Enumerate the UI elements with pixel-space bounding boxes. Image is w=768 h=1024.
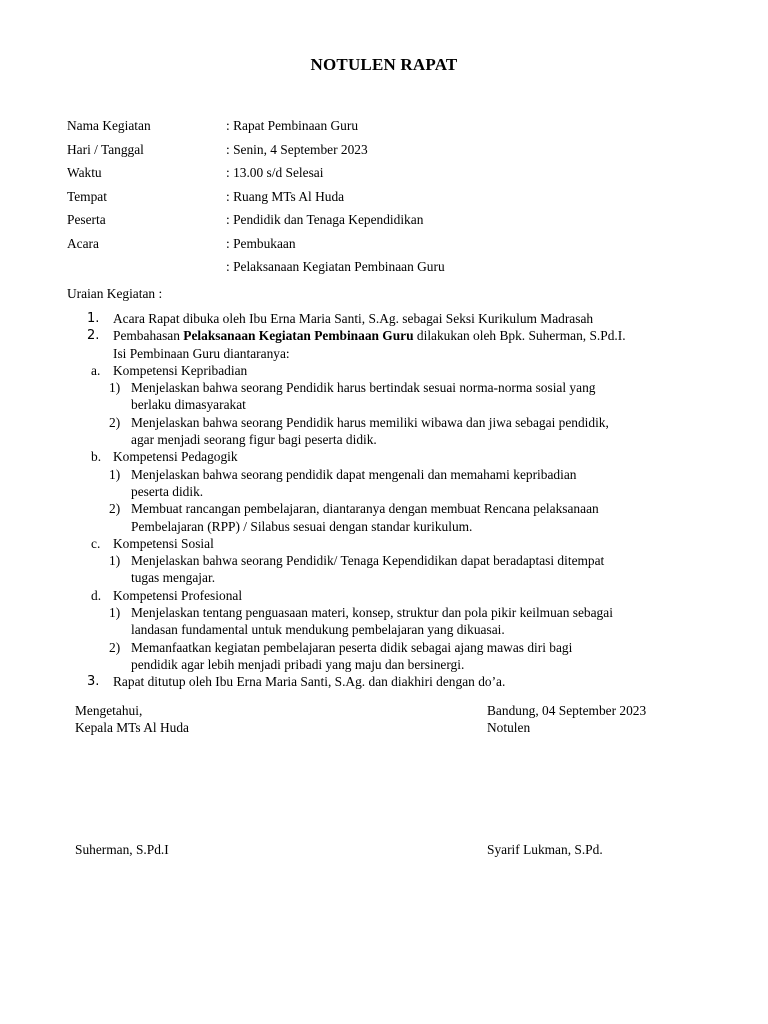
item-text-pre: Pembahasan (113, 328, 184, 344)
item-text: Rapat ditutup oleh Ibu Erna Maria Santi, S.Ag. dan diakhiri dengan do’a. (113, 674, 506, 690)
info-value: : Pembukaan (226, 235, 296, 251)
item-number: 2. (87, 328, 100, 344)
point-number: 1) (109, 553, 121, 569)
section-letter: a. (91, 362, 101, 378)
point-text-cont: berlaku dimasyarakat (131, 397, 246, 413)
section-point (87, 604, 717, 639)
point-text-cont: tugas mengajar. (131, 570, 216, 586)
info-value: : Pelaksanaan Kegiatan Pembinaan Guru (226, 259, 445, 274)
point-number: 1) (109, 380, 121, 396)
section-letter: c. (91, 535, 101, 551)
point-text: Menjelaskan bahwa seorang pendidik dapat mengenali dan memahami kepribadian (131, 466, 577, 482)
point-text: Menjelaskan bahwa seorang Pendidik harus bertindak sesuai norma-norma sosial yang (131, 380, 596, 396)
point-number: 2) (109, 501, 121, 517)
signature-left-line1: Mengetahui, (75, 703, 143, 718)
signer-name-right: Syarif Lukman, S.Pd. (487, 842, 603, 857)
point-text-cont: Pembelajaran (RPP) / Silabus sesuai dengan standar kurikulum. (131, 518, 473, 534)
item-number: 3. (87, 674, 100, 690)
list-item (87, 327, 717, 362)
section-point (87, 379, 717, 414)
section-point (87, 466, 717, 501)
item-number: 1. (87, 311, 100, 326)
point-text: Menjelaskan tentang penguasaan materi, konsep, struktur dan pola pikir keilmuan sebagai (131, 605, 613, 621)
section-point (87, 639, 717, 674)
point-text: Menjelaskan bahwa seorang Pendidik harus memiliki wibawa dan jiwa sebagai pendidik, (131, 414, 609, 430)
info-label: Nama Kegiatan (67, 118, 151, 133)
section-point (87, 500, 717, 535)
signature-left-line2: Kepala MTs Al Huda (75, 720, 189, 735)
section-point (87, 552, 717, 587)
info-label: Hari / Tanggal (67, 141, 144, 157)
section-point (87, 414, 717, 449)
item-subtext: Isi Pembinaan Guru diantaranya: (113, 345, 290, 361)
signature-left (75, 702, 189, 736)
point-text: Menjelaskan bahwa seorang Pendidik/ Tenaga Kependidikan dapat beradaptasi ditempat (131, 553, 605, 569)
activity-list (87, 310, 717, 691)
section-title: Kompetensi Pedagogik (113, 449, 238, 465)
point-number: 2) (109, 414, 121, 430)
point-text-cont: agar menjadi seorang figur bagi peserta didik. (131, 432, 377, 448)
section-letter: d. (91, 587, 102, 603)
signer-name-left: Suherman, S.Pd.I (75, 842, 169, 857)
signature-right-line2: Notulen (487, 720, 531, 735)
section-heading (87, 448, 717, 465)
point-number: 1) (109, 605, 121, 621)
signature-right (487, 702, 646, 736)
point-text-cont: landasan fundamental untuk mendukung pembelajaran yang dikuasai. (131, 622, 505, 638)
uraian-heading: Uraian Kegiatan : (67, 286, 163, 301)
section-heading (87, 587, 717, 604)
signature-right-line1: Bandung, 04 September 2023 (487, 703, 647, 718)
info-value: : Ruang MTs Al Huda (226, 188, 345, 204)
section-title: Kompetensi Sosial (113, 535, 214, 551)
list-item (87, 310, 717, 327)
list-item (87, 673, 717, 690)
info-label: Waktu (67, 165, 102, 180)
point-text: Memanfaatkan kegiatan pembelajaran peserta didik sebagai ajang mawas diri bagi (131, 639, 573, 655)
point-text-cont: pendidik agar lebih menjadi pribadi yang maju dan bersinergi. (131, 656, 465, 672)
document-title: NOTULEN RAPAT (310, 55, 458, 74)
info-label: Tempat (67, 188, 107, 204)
point-text-cont: peserta didik. (131, 483, 204, 499)
info-value: : Pendidik dan Tenaga Kependidikan (226, 212, 424, 227)
section-letter: b. (91, 449, 102, 465)
section-title: Kompetensi Kepribadian (113, 362, 248, 378)
info-value: : Senin, 4 September 2023 (226, 141, 368, 157)
section-heading (87, 535, 717, 552)
item-text-bold: Pelaksanaan Kegiatan Pembinaan Guru (183, 328, 414, 344)
point-number: 1) (109, 466, 121, 482)
section-title: Kompetensi Profesional (113, 587, 243, 603)
item-text-post: dilakukan oleh Bpk. Suherman, S.Pd.I. (413, 328, 626, 344)
point-number: 2) (109, 639, 121, 655)
info-value: : 13.00 s/d Selesai (226, 165, 324, 180)
info-value: : Rapat Pembinaan Guru (226, 118, 359, 133)
info-label: Acara (67, 235, 99, 251)
item-text: Acara Rapat dibuka oleh Ibu Erna Maria Santi, S.Ag. sebagai Seksi Kurikulum Madrasah (113, 311, 594, 326)
point-text: Membuat rancangan pembelajaran, diantaranya dengan membuat Rencana pelaksanaan (131, 501, 599, 517)
info-label: Peserta (67, 212, 106, 227)
section-heading (87, 362, 717, 379)
